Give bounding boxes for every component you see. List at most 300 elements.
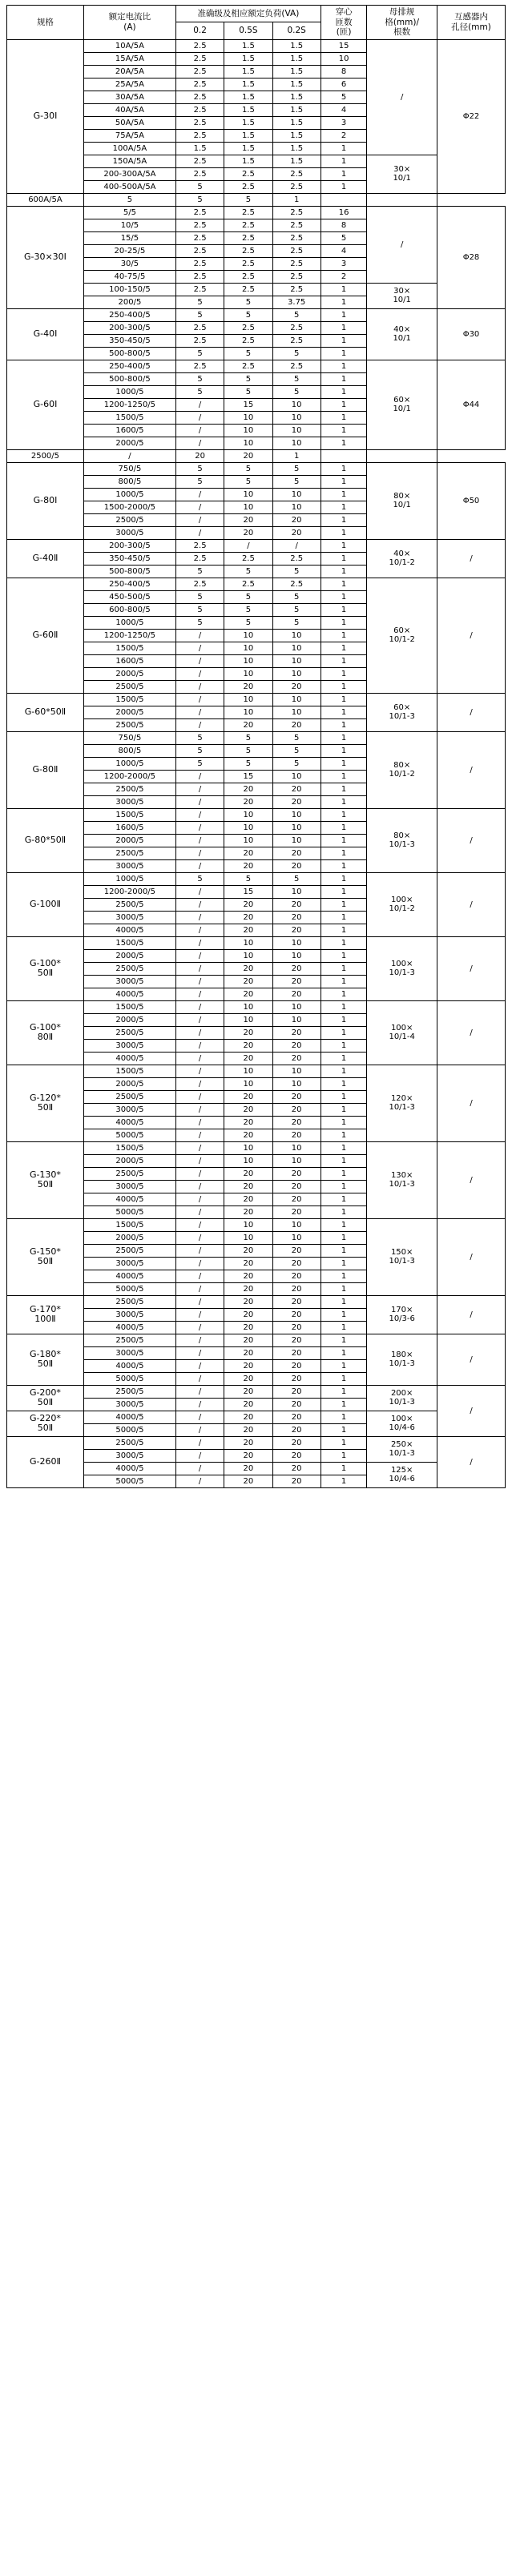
cell-rated-ratio: 500-800/5: [83, 347, 175, 360]
cell-accuracy-05s: 10: [224, 834, 272, 847]
cell-accuracy-02: 2.5: [175, 539, 224, 552]
cell-core-turns: 1: [321, 1270, 367, 1282]
cell-hole-diameter: [367, 193, 437, 206]
table-row: [7, 936, 506, 949]
header-busbar: [367, 6, 437, 40]
cell-rated-ratio: 3000/5: [83, 1449, 175, 1462]
cell-rated-ratio: 2500/5: [83, 1026, 175, 1039]
cell-accuracy-02: /: [175, 1116, 224, 1129]
table-row: [7, 206, 506, 219]
cell-core-turns: 1: [321, 885, 367, 898]
cell-busbar: 200× 10/1-3: [367, 1385, 437, 1411]
cell-accuracy-02s: 1.5: [272, 52, 321, 65]
cell-rated-ratio: 1200-1250/5: [83, 629, 175, 642]
cell-accuracy-02s: 20: [272, 526, 321, 539]
cell-hole-diameter: Φ22: [437, 39, 506, 193]
cell-accuracy-02: /: [175, 1475, 224, 1487]
cell-accuracy-05s: 20: [224, 1257, 272, 1270]
cell-accuracy-05s: 20: [224, 1039, 272, 1052]
cell-core-turns: 1: [321, 1436, 367, 1449]
cell-rated-ratio: 5000/5: [83, 1475, 175, 1487]
cell-accuracy-05s: 1.5: [224, 78, 272, 91]
cell-core-turns: 1: [321, 988, 367, 1000]
cell-core-turns: 4: [321, 103, 367, 116]
cell-rated-ratio: 1500/5: [83, 808, 175, 821]
cell-accuracy-02: /: [175, 1257, 224, 1270]
table-row: [7, 449, 506, 462]
cell-rated-ratio: 40-75/5: [83, 270, 175, 283]
cell-core-turns: 1: [321, 1321, 367, 1334]
cell-accuracy-02: /: [175, 1039, 224, 1052]
cell-rated-ratio: 400-500A/5A: [83, 180, 175, 193]
cell-core-turns: 1: [321, 437, 367, 449]
cell-accuracy-02s: 10: [272, 642, 321, 654]
cell-hole-diameter: Φ50: [437, 462, 506, 539]
cell-accuracy-02s: 20: [272, 1244, 321, 1257]
cell-accuracy-05s: 10: [224, 936, 272, 949]
table-row: [7, 693, 506, 706]
cell-hole-diameter: /: [437, 539, 506, 578]
table-row: [7, 1385, 506, 1398]
cell-accuracy-02s: 20: [272, 962, 321, 975]
cell-accuracy-05s: 2.5: [224, 167, 272, 180]
cell-accuracy-02: 2.5: [175, 257, 224, 270]
cell-accuracy-05s: 20: [224, 1129, 272, 1141]
cell-accuracy-05s: 20: [224, 924, 272, 936]
cell-busbar: 130× 10/1-3: [367, 1141, 437, 1218]
cell-rated-ratio: 5000/5: [83, 1205, 175, 1218]
cell-accuracy-02: 5: [175, 744, 224, 757]
cell-accuracy-02s: 5: [272, 385, 321, 398]
cell-busbar: 100× 10/4-6: [367, 1411, 437, 1436]
cell-accuracy-02s: 5: [272, 603, 321, 616]
cell-core-turns: 8: [321, 219, 367, 231]
cell-core-turns: 1: [321, 1180, 367, 1193]
cell-accuracy-02: /: [175, 783, 224, 795]
cell-accuracy-05s: 2.5: [224, 206, 272, 219]
cell-accuracy-05s: 5: [224, 616, 272, 629]
cell-accuracy-02s: 2.5: [272, 283, 321, 296]
cell-accuracy-02: 2.5: [175, 219, 224, 231]
cell-spec: G-170* 100Ⅱ: [7, 1295, 84, 1334]
cell-rated-ratio: 200-300A/5A: [83, 167, 175, 180]
cell-core-turns: 1: [321, 667, 367, 680]
cell-accuracy-02: /: [175, 1282, 224, 1295]
cell-busbar: 120× 10/1-3: [367, 1065, 437, 1141]
cell-core-turns: 4: [321, 244, 367, 257]
cell-rated-ratio: 3000/5: [83, 911, 175, 924]
cell-spec: G-120* 50Ⅱ: [7, 1065, 84, 1141]
cell-core-turns: 1: [321, 1334, 367, 1346]
cell-accuracy-02: 5: [175, 308, 224, 321]
cell-accuracy-02s: 20: [272, 859, 321, 872]
cell-accuracy-05s: 20: [224, 1334, 272, 1346]
cell-accuracy-02: 5: [175, 616, 224, 629]
cell-hole-diameter: /: [437, 1295, 506, 1334]
cell-rated-ratio: 800/5: [83, 475, 175, 488]
cell-accuracy-02s: 20: [272, 1359, 321, 1372]
header-rated-ratio-line2: (A): [123, 22, 136, 32]
cell-accuracy-05s: 1.5: [224, 155, 272, 167]
cell-rated-ratio: 2000/5: [83, 1077, 175, 1090]
cell-accuracy-02: 2.5: [175, 360, 224, 372]
cell-accuracy-05s: 20: [224, 1205, 272, 1218]
cell-accuracy-02s: 20: [272, 1205, 321, 1218]
cell-accuracy-02s: 5: [272, 872, 321, 885]
cell-rated-ratio: 1000/5: [83, 872, 175, 885]
cell-accuracy-02s: 20: [272, 718, 321, 731]
cell-rated-ratio: 350-450/5: [83, 552, 175, 565]
cell-core-turns: 1: [321, 783, 367, 795]
header-row-1: [7, 6, 506, 22]
cell-accuracy-05s: 10: [224, 501, 272, 513]
cell-accuracy-02s: 20: [272, 1129, 321, 1141]
cell-core-turns: 2: [321, 270, 367, 283]
cell-accuracy-02s: 5: [272, 372, 321, 385]
cell-core-turns: 1: [321, 1295, 367, 1308]
cell-rated-ratio: 2500/5: [83, 1295, 175, 1308]
cell-accuracy-02: 2.5: [175, 155, 224, 167]
cell-accuracy-05s: 10: [224, 808, 272, 821]
cell-rated-ratio: 2000/5: [83, 1154, 175, 1167]
cell-accuracy-05s: 20: [224, 1372, 272, 1385]
cell-accuracy-02s: 2.5: [272, 360, 321, 372]
cell-rated-ratio: 50A/5A: [83, 116, 175, 129]
cell-accuracy-02s: 20: [272, 795, 321, 808]
cell-accuracy-02s: 10: [272, 1141, 321, 1154]
cell-accuracy-02s: 10: [272, 821, 321, 834]
cell-accuracy-02s: 10: [272, 437, 321, 449]
cell-hole-diameter: /: [437, 731, 506, 808]
header-core-turns-line3: (匝): [336, 27, 352, 38]
cell-accuracy-02: /: [175, 1141, 224, 1154]
cell-core-turns: 1: [321, 1205, 367, 1218]
cell-core-turns: 1: [321, 501, 367, 513]
cell-core-turns: 1: [272, 193, 321, 206]
cell-accuracy-02: /: [175, 1295, 224, 1308]
cell-spec: G-220* 50Ⅱ: [7, 1411, 84, 1436]
table-row: [7, 360, 506, 372]
cell-accuracy-02: /: [175, 962, 224, 975]
cell-accuracy-02: /: [175, 1193, 224, 1205]
cell-accuracy-02: /: [175, 1065, 224, 1077]
cell-accuracy-05s: 20: [224, 1103, 272, 1116]
cell-core-turns: 16: [321, 206, 367, 219]
cell-hole-diameter: /: [437, 1218, 506, 1295]
cell-core-turns: 3: [321, 116, 367, 129]
cell-accuracy-02s: 10: [272, 629, 321, 642]
cell-accuracy-05s: 20: [224, 1270, 272, 1282]
cell-accuracy-02s: 1.5: [272, 129, 321, 142]
cell-accuracy-05s: 10: [224, 1000, 272, 1013]
cell-rated-ratio: 2500/5: [83, 1244, 175, 1257]
cell-busbar: 60× 10/1-2: [367, 578, 437, 693]
cell-core-turns: 1: [321, 1346, 367, 1359]
cell-busbar: 125× 10/4-6: [367, 1462, 437, 1487]
cell-rated-ratio: 15/5: [83, 231, 175, 244]
table-row: [7, 1218, 506, 1231]
cell-rated-ratio: 1500/5: [83, 1000, 175, 1013]
cell-accuracy-02s: 10: [272, 834, 321, 847]
table-row: [7, 1334, 506, 1346]
table-row: [7, 462, 506, 475]
cell-accuracy-02s: 20: [272, 975, 321, 988]
cell-accuracy-02s: 2.5: [272, 270, 321, 283]
table-row: [7, 539, 506, 552]
header-busbar-line2: 格(mm)/: [385, 17, 420, 27]
cell-accuracy-05s: 20: [224, 859, 272, 872]
cell-rated-ratio: 4000/5: [83, 1411, 175, 1423]
cell-spec: G-40Ⅰ: [7, 308, 84, 360]
cell-core-turns: 1: [321, 1065, 367, 1077]
cell-accuracy-02: /: [175, 1270, 224, 1282]
cell-accuracy-05s: 20: [224, 1462, 272, 1475]
cell-hole-diameter: /: [437, 808, 506, 872]
cell-accuracy-02: /: [175, 1026, 224, 1039]
cell-accuracy-02: 2.5: [175, 167, 224, 180]
cell-accuracy-05s: 20: [224, 1026, 272, 1039]
cell-accuracy-02s: 10: [272, 424, 321, 437]
cell-rated-ratio: 250-400/5: [83, 578, 175, 590]
cell-core-turns: 1: [272, 449, 321, 462]
cell-accuracy-05s: 10: [224, 667, 272, 680]
cell-core-turns: 1: [321, 283, 367, 296]
cell-accuracy-05s: 20: [224, 795, 272, 808]
cell-core-turns: 1: [321, 1475, 367, 1487]
cell-rated-ratio: 600-800/5: [83, 603, 175, 616]
cell-rated-ratio: 4000/5: [83, 988, 175, 1000]
cell-accuracy-05s: 1.5: [224, 52, 272, 65]
cell-accuracy-02: /: [83, 449, 175, 462]
cell-accuracy-02: 5: [175, 731, 224, 744]
cell-accuracy-05s: 20: [224, 718, 272, 731]
cell-rated-ratio: 1500-2000/5: [83, 501, 175, 513]
cell-accuracy-02: /: [175, 488, 224, 501]
cell-accuracy-02: /: [175, 847, 224, 859]
cell-rated-ratio: 4000/5: [83, 1052, 175, 1065]
cell-core-turns: 1: [321, 321, 367, 334]
cell-accuracy-02s: 20: [272, 1270, 321, 1282]
cell-core-turns: 1: [321, 872, 367, 885]
cell-accuracy-05s: 20: [224, 1116, 272, 1129]
cell-rated-ratio: 20-25/5: [83, 244, 175, 257]
cell-core-turns: 1: [321, 155, 367, 167]
cell-core-turns: 1: [321, 680, 367, 693]
cell-rated-ratio: 2500/5: [83, 1334, 175, 1346]
cell-rated-ratio: 5000/5: [83, 1423, 175, 1436]
cell-accuracy-05s: 20: [224, 1436, 272, 1449]
cell-core-turns: 1: [321, 808, 367, 821]
cell-accuracy-05s: 5: [175, 193, 224, 206]
cell-rated-ratio: 3000/5: [83, 1398, 175, 1411]
cell-accuracy-02s: 2.5: [272, 180, 321, 193]
cell-rated-ratio: 30A/5A: [83, 91, 175, 103]
cell-accuracy-02s: 2.5: [272, 552, 321, 565]
cell-accuracy-02s: 20: [272, 1449, 321, 1462]
cell-rated-ratio: 1200-2000/5: [83, 885, 175, 898]
cell-accuracy-02: 2.5: [175, 321, 224, 334]
cell-hole-diameter: [367, 449, 437, 462]
cell-accuracy-02s: 1.5: [272, 116, 321, 129]
table-row: [7, 193, 506, 206]
cell-accuracy-05s: 2.5: [224, 578, 272, 590]
cell-accuracy-02: /: [175, 1372, 224, 1385]
cell-accuracy-02s: 5: [272, 462, 321, 475]
cell-core-turns: 1: [321, 552, 367, 565]
cell-accuracy-02s: 2.5: [272, 206, 321, 219]
cell-accuracy-02s: 1.5: [272, 39, 321, 52]
cell-accuracy-05s: 5: [224, 347, 272, 360]
header-accuracy-group: 准确级及相应额定负荷(VA): [175, 6, 321, 22]
cell-rated-ratio: 1000/5: [83, 385, 175, 398]
cell-core-turns: 1: [321, 949, 367, 962]
header-hole-line2: 孔径(mm): [451, 22, 491, 32]
header-rated-ratio: [83, 6, 175, 40]
cell-accuracy-02: /: [175, 1154, 224, 1167]
cell-core-turns: 1: [321, 847, 367, 859]
cell-spec: G-60*50Ⅱ: [7, 693, 84, 731]
cell-accuracy-02: /: [175, 1462, 224, 1475]
cell-accuracy-02s: 10: [272, 885, 321, 898]
cell-rated-ratio: 2500/5: [83, 1436, 175, 1449]
cell-rated-ratio: 2000/5: [83, 667, 175, 680]
cell-accuracy-02s: 10: [272, 949, 321, 962]
cell-accuracy-02s: 5: [272, 347, 321, 360]
cell-hole-diameter: /: [437, 872, 506, 936]
cell-accuracy-02s: 20: [272, 513, 321, 526]
cell-rated-ratio: 2500/5: [83, 1090, 175, 1103]
cell-accuracy-02: /: [175, 424, 224, 437]
cell-accuracy-02: /: [175, 706, 224, 718]
cell-accuracy-02: 5: [175, 462, 224, 475]
cell-busbar: 80× 10/1: [367, 462, 437, 539]
cell-accuracy-05s: 2.5: [224, 219, 272, 231]
cell-core-turns: 15: [321, 39, 367, 52]
cell-core-turns: 1: [321, 1193, 367, 1205]
cell-accuracy-02s: 20: [272, 680, 321, 693]
cell-spec: G-100Ⅱ: [7, 872, 84, 936]
cell-accuracy-05s: 10: [224, 629, 272, 642]
cell-accuracy-02: /: [175, 859, 224, 872]
cell-accuracy-02: /: [175, 1090, 224, 1103]
cell-rated-ratio: 1600/5: [83, 654, 175, 667]
cell-rated-ratio: 100A/5A: [83, 142, 175, 155]
cell-accuracy-02: 5: [175, 590, 224, 603]
cell-rated-ratio: 250-400/5: [83, 360, 175, 372]
cell-core-turns: 1: [321, 1282, 367, 1295]
cell-rated-ratio: 3000/5: [83, 1257, 175, 1270]
cell-accuracy-02: /: [175, 988, 224, 1000]
cell-accuracy-05s: 20: [175, 449, 224, 462]
cell-hole-diameter: /: [437, 1065, 506, 1141]
cell-accuracy-02: /: [175, 1180, 224, 1193]
cell-accuracy-05s: 20: [224, 513, 272, 526]
cell-accuracy-02: 2.5: [175, 206, 224, 219]
cell-rated-ratio: 2000/5: [83, 437, 175, 449]
cell-accuracy-02s: 1.5: [272, 155, 321, 167]
cell-accuracy-02s: 2.5: [272, 578, 321, 590]
cell-accuracy-02s: /: [272, 539, 321, 552]
cell-rated-ratio: 2000/5: [83, 834, 175, 847]
cell-accuracy-05s: 10: [224, 706, 272, 718]
cell-accuracy-02s: 10: [272, 667, 321, 680]
cell-accuracy-02: /: [175, 1231, 224, 1244]
cell-accuracy-05s: 20: [224, 1385, 272, 1398]
cell-accuracy-05s: 10: [224, 821, 272, 834]
cell-accuracy-02s: 10: [272, 501, 321, 513]
cell-busbar: 30× 10/1: [367, 283, 437, 308]
cell-accuracy-02s: 20: [272, 1308, 321, 1321]
cell-accuracy-02: /: [175, 437, 224, 449]
cell-rated-ratio: 3000/5: [83, 526, 175, 539]
cell-core-turns: 1: [321, 642, 367, 654]
cell-rated-ratio: 10A/5A: [83, 39, 175, 52]
cell-accuracy-05s: 2.5: [224, 244, 272, 257]
cell-accuracy-05s: 20: [224, 1411, 272, 1423]
cell-accuracy-02: /: [175, 1411, 224, 1423]
cell-core-turns: 1: [321, 1449, 367, 1462]
cell-accuracy-05s: 5: [224, 385, 272, 398]
cell-core-turns: 3: [321, 257, 367, 270]
cell-busbar: 80× 10/1-2: [367, 731, 437, 808]
cell-hole-diameter: /: [437, 1436, 506, 1487]
cell-rated-ratio: 250-400/5: [83, 308, 175, 321]
cell-accuracy-05s: 20: [224, 1193, 272, 1205]
cell-core-turns: 1: [321, 616, 367, 629]
cell-rated-ratio: 10/5: [83, 219, 175, 231]
cell-hole-diameter: /: [437, 693, 506, 731]
cell-core-turns: 1: [321, 603, 367, 616]
header-accuracy-0-2s: 0.2S: [272, 22, 321, 39]
cell-accuracy-02s: 20: [272, 1385, 321, 1398]
cell-accuracy-02s: 20: [272, 924, 321, 936]
cell-accuracy-02s: 20: [272, 1282, 321, 1295]
cell-accuracy-05s: 10: [224, 654, 272, 667]
cell-spec: G-260Ⅱ: [7, 1436, 84, 1487]
cell-accuracy-02s: 20: [272, 898, 321, 911]
cell-accuracy-05s: 15: [224, 770, 272, 783]
cell-busbar: 150× 10/1-3: [367, 1218, 437, 1295]
cell-rated-ratio: 1200-2000/5: [83, 770, 175, 783]
cell-core-turns: 1: [321, 590, 367, 603]
cell-accuracy-02: /: [175, 1385, 224, 1398]
cell-core-turns: 1: [321, 1308, 367, 1321]
cell-accuracy-02s: 20: [272, 1257, 321, 1270]
cell-accuracy-05s: 2.5: [224, 552, 272, 565]
cell-accuracy-02: /: [175, 936, 224, 949]
cell-core-turns: 1: [321, 744, 367, 757]
cell-spec: G-30×30Ⅰ: [7, 206, 84, 308]
cell-rated-ratio: 2500/5: [83, 680, 175, 693]
cell-accuracy-02: /: [175, 667, 224, 680]
cell-busbar: 170× 10/3-6: [367, 1295, 437, 1334]
cell-accuracy-02: 5: [175, 372, 224, 385]
cell-accuracy-05s: /: [224, 539, 272, 552]
cell-accuracy-02s: 10: [272, 706, 321, 718]
cell-accuracy-02: /: [175, 1205, 224, 1218]
cell-spec: G-100* 80Ⅱ: [7, 1000, 84, 1065]
cell-spec: G-150* 50Ⅱ: [7, 1218, 84, 1295]
cell-rated-ratio: 2500/5: [83, 513, 175, 526]
header-core-turns: [321, 6, 367, 40]
cell-accuracy-02: /: [175, 911, 224, 924]
cell-core-turns: 1: [321, 1013, 367, 1026]
cell-accuracy-02s: 20: [272, 1103, 321, 1116]
cell-rated-ratio: 1500/5: [83, 642, 175, 654]
cell-accuracy-05s: 20: [224, 1423, 272, 1436]
table-head: [7, 6, 506, 40]
cell-core-turns: 1: [321, 924, 367, 936]
